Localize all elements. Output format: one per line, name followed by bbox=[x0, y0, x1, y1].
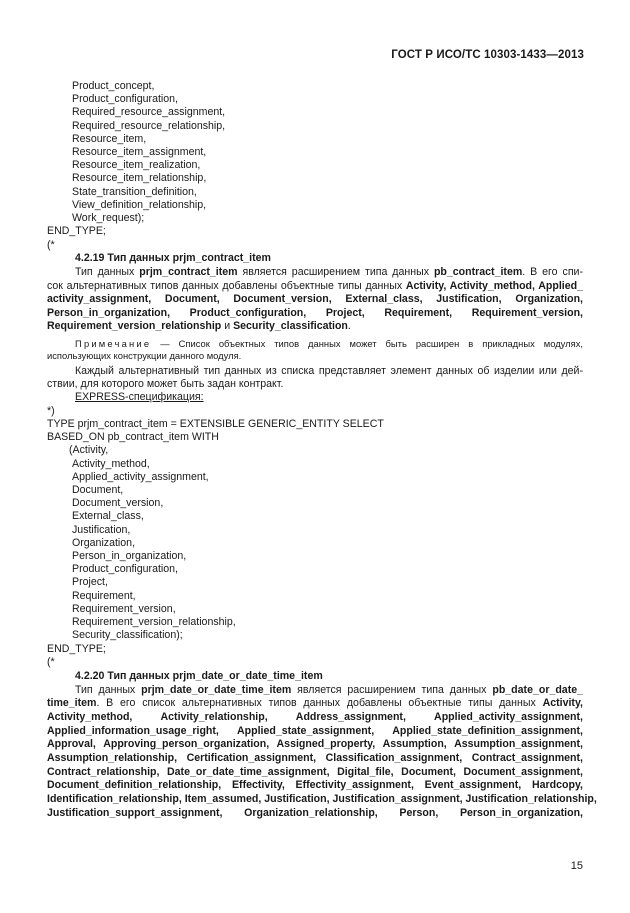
paragraph-line: Identification_relationship, Item_assumed, Justification, Justification_assignment, Justification_relationship, bbox=[47, 793, 597, 805]
paragraph-line: Approval, Approving_person_organization, Assigned_property, Assumption, Assumption_assignment, bbox=[47, 738, 583, 750]
code-line: BASED_ON pb_contract_item WITH bbox=[47, 431, 219, 443]
comment-open: (* bbox=[47, 239, 55, 251]
paragraph-line bbox=[47, 320, 583, 333]
end-type: END_TYPE; bbox=[47, 225, 106, 237]
page-number: 15 bbox=[570, 860, 583, 872]
text-run: Тип данных bbox=[75, 684, 142, 696]
paragraph-line: Assumption_relationship, Certification_assignment, Classification_assignment, Contract_assignment, bbox=[47, 752, 583, 764]
list-item: Activity_method, bbox=[72, 458, 150, 470]
list-item: Document, bbox=[72, 484, 124, 496]
text-run: является расширением типа данных bbox=[237, 266, 434, 278]
section-heading: 4.2.19 Тип данных prjm_contract_item bbox=[75, 252, 271, 264]
list-item: Resource_item_relationship, bbox=[72, 172, 207, 184]
paragraph-line bbox=[47, 365, 583, 378]
text-run: . В его список альтернативных типов данных добавлены объектные типы данных bbox=[96, 697, 543, 709]
list-item: Organization, bbox=[72, 537, 136, 549]
paragraph-line: Document_definition_relationship, Effectivity, Effectivity_assignment, Event_assignment, Hardcopy, bbox=[47, 779, 583, 791]
document-header: ГОСТ Р ИСО/ТС 10303-1433—2013 bbox=[391, 49, 584, 61]
list-item: Justification, bbox=[72, 524, 131, 536]
list-item: Applied_activity_assignment, bbox=[72, 471, 209, 483]
paragraph-line bbox=[47, 697, 583, 710]
text-run: prjm_date_or_date_time_item bbox=[141, 684, 292, 696]
paragraph-line: Applied_information_usage_right, Applied_state_assignment, Applied_state_definition_assignment, bbox=[47, 725, 583, 737]
list-item: Person_in_organization, bbox=[72, 550, 187, 562]
end-type: END_TYPE; bbox=[47, 643, 106, 655]
text-run: prjm_contract_item bbox=[139, 266, 238, 278]
list-item: State_transition_definition, bbox=[72, 186, 197, 198]
paragraph-line: Justification_support_assignment, Organization_relationship, Person, Person_in_organization, bbox=[47, 807, 583, 819]
code-line: TYPE prjm_contract_item = EXTENSIBLE GENERIC_ENTITY SELECT bbox=[47, 418, 384, 430]
list-item: Resource_item_realization, bbox=[72, 159, 201, 171]
paragraph-line bbox=[47, 266, 583, 279]
text-run: является расширением типа данных bbox=[291, 684, 493, 696]
note-line: использующих конструкции данного модуля. bbox=[47, 350, 242, 361]
text-run: Activity, Activity_method, Applied_ bbox=[405, 280, 583, 292]
list-item: View_definition_relationship, bbox=[72, 199, 207, 211]
list-item: Project, bbox=[72, 576, 108, 588]
list-item: Required_resource_assignment, bbox=[72, 106, 226, 118]
comment-open: (* bbox=[47, 656, 55, 668]
list-item: Resource_item_assignment, bbox=[72, 146, 207, 158]
paragraph-line: activity_assignment, Document, Document_version, External_class, Justification, Organization, bbox=[47, 293, 583, 305]
paragraph-line: Activity_method, Activity_relationship, Address_assignment, Applied_activity_assignment, bbox=[47, 711, 583, 723]
list-item: Requirement_version, bbox=[72, 603, 176, 615]
text-run: Requirement_version_relationship bbox=[47, 320, 222, 332]
paragraph-line: Person_in_organization, Product_configuration, Project, Requirement, Requirement_version, bbox=[47, 307, 583, 319]
text-run: Каждый альтернативный тип данных из списка представляет элемент данных об изделии или дей- bbox=[75, 365, 583, 377]
list-item: Product_concept, bbox=[72, 80, 155, 92]
section-heading: 4.2.20 Тип данных prjm_date_or_date_time_item bbox=[75, 670, 323, 682]
list-item: Document_version, bbox=[72, 497, 164, 509]
text-run: и bbox=[221, 320, 234, 332]
text-run: Activity, bbox=[542, 697, 583, 709]
text-run: time_item bbox=[47, 697, 97, 709]
list-item: Product_configuration, bbox=[72, 563, 179, 575]
paragraph-line: ствии, для которого может быть задан контракт. bbox=[47, 378, 284, 390]
express-label: EXPRESS-спецификация: bbox=[75, 391, 204, 403]
paragraph-line: Contract_relationship, Date_or_date_time_assignment, Digital_file, Document, Document_assignment, bbox=[47, 766, 583, 778]
list-item: Product_configuration, bbox=[72, 93, 179, 105]
text-run: Security_classification bbox=[233, 320, 348, 332]
list-item: External_class, bbox=[72, 510, 144, 522]
text-run: pb_contract_item bbox=[433, 266, 523, 278]
list-item: Requirement_version_relationship, bbox=[72, 616, 236, 628]
text-run: — Список объектных типов данных может быть расширен в прикладных модулях, bbox=[151, 338, 583, 349]
text-run: . bbox=[347, 320, 351, 332]
paragraph-line bbox=[47, 280, 583, 293]
list-item: Resource_item, bbox=[72, 133, 147, 145]
list-item: Requirement, bbox=[72, 590, 136, 602]
note-label: Примечание bbox=[75, 338, 152, 349]
list-item: Security_classification); bbox=[72, 629, 183, 641]
list-item: (Activity, bbox=[69, 444, 109, 456]
list-item: Required_resource_relationship, bbox=[72, 120, 226, 132]
text-run: pb_date_or_date_ bbox=[492, 684, 584, 696]
paragraph-line bbox=[47, 684, 583, 697]
comment-close: *) bbox=[47, 405, 55, 417]
list-item: Work_request); bbox=[72, 212, 145, 224]
text-run: . В его спи- bbox=[522, 266, 584, 278]
text-run: Тип данных bbox=[75, 266, 140, 278]
text-run: сок альтернативных типов данных добавлены объектные типы данных bbox=[47, 280, 406, 292]
